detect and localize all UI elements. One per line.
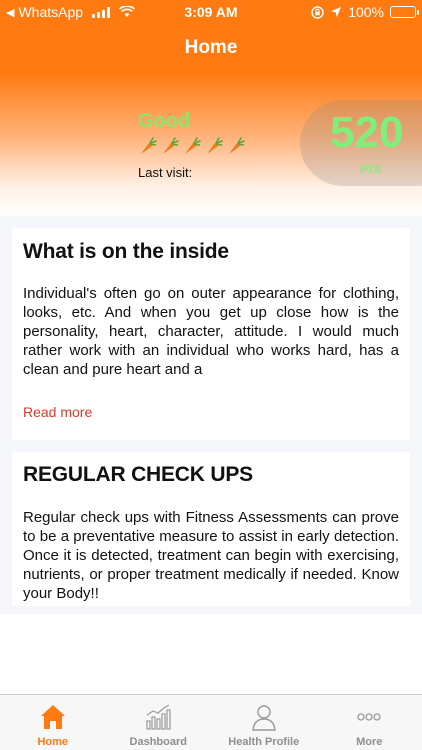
carrot-icon (160, 136, 180, 156)
last-visit-label: Last visit: (138, 165, 193, 180)
carrier-label[interactable]: WhatsApp (18, 4, 84, 20)
home-icon (39, 703, 67, 731)
article-title: What is on the inside (23, 240, 229, 263)
tab-health-profile[interactable] (211, 695, 317, 750)
location-arrow-icon (330, 6, 342, 18)
hero-header (0, 72, 422, 216)
tab-home[interactable] (0, 695, 106, 750)
back-to-app-icon[interactable]: ◀ (6, 6, 15, 19)
nav-bar (0, 24, 422, 72)
feed (0, 216, 422, 614)
more-dots-icon (355, 703, 383, 731)
points-unit: PTS (360, 164, 382, 176)
article-card (12, 228, 410, 440)
status-right (311, 4, 416, 20)
points-badge (300, 100, 422, 186)
rating-word: Good (138, 110, 191, 132)
article-card (12, 452, 410, 606)
article-body: Regular check ups with Fitness Assessments can prove to be a preventative measure to assist in early detection. Once it is detected, treatment can begin with exercising, nutrients, or proper treatment medically if needed. Know your Body!! (23, 509, 399, 602)
points-value: 520 (330, 108, 404, 157)
carrot-icon (204, 136, 224, 156)
page-title: Home (184, 37, 238, 58)
dashboard-chart-icon (144, 703, 172, 731)
tab-dashboard[interactable] (106, 695, 212, 750)
read-more-link[interactable]: Read more (23, 404, 93, 420)
orientation-lock-icon (311, 6, 324, 19)
person-icon (250, 703, 278, 731)
tab-bar (0, 694, 422, 750)
carrot-icon (138, 136, 158, 156)
status-time: 3:09 AM (184, 4, 238, 20)
article-title: REGULAR CHECK UPS (23, 463, 253, 486)
tab-label: Dashboard (129, 736, 187, 748)
tab-more[interactable] (317, 695, 422, 750)
carrot-icon (226, 136, 246, 156)
tab-label: Health Profile (228, 736, 300, 748)
article-body: Individual's often go on outer appearance for clothing, looks, etc. And when you get up close how is the personality, heart, character, attitude. I would much rather work with an individual who works hard, has a clean and pure heart and a (23, 285, 399, 378)
battery-icon (390, 6, 416, 18)
status-bar (0, 0, 422, 24)
carrot-icon (182, 136, 202, 156)
carrot-rating (138, 136, 246, 156)
tab-label: More (356, 736, 383, 748)
battery-percent: 100% (348, 4, 384, 20)
tab-label: Home (37, 736, 69, 748)
